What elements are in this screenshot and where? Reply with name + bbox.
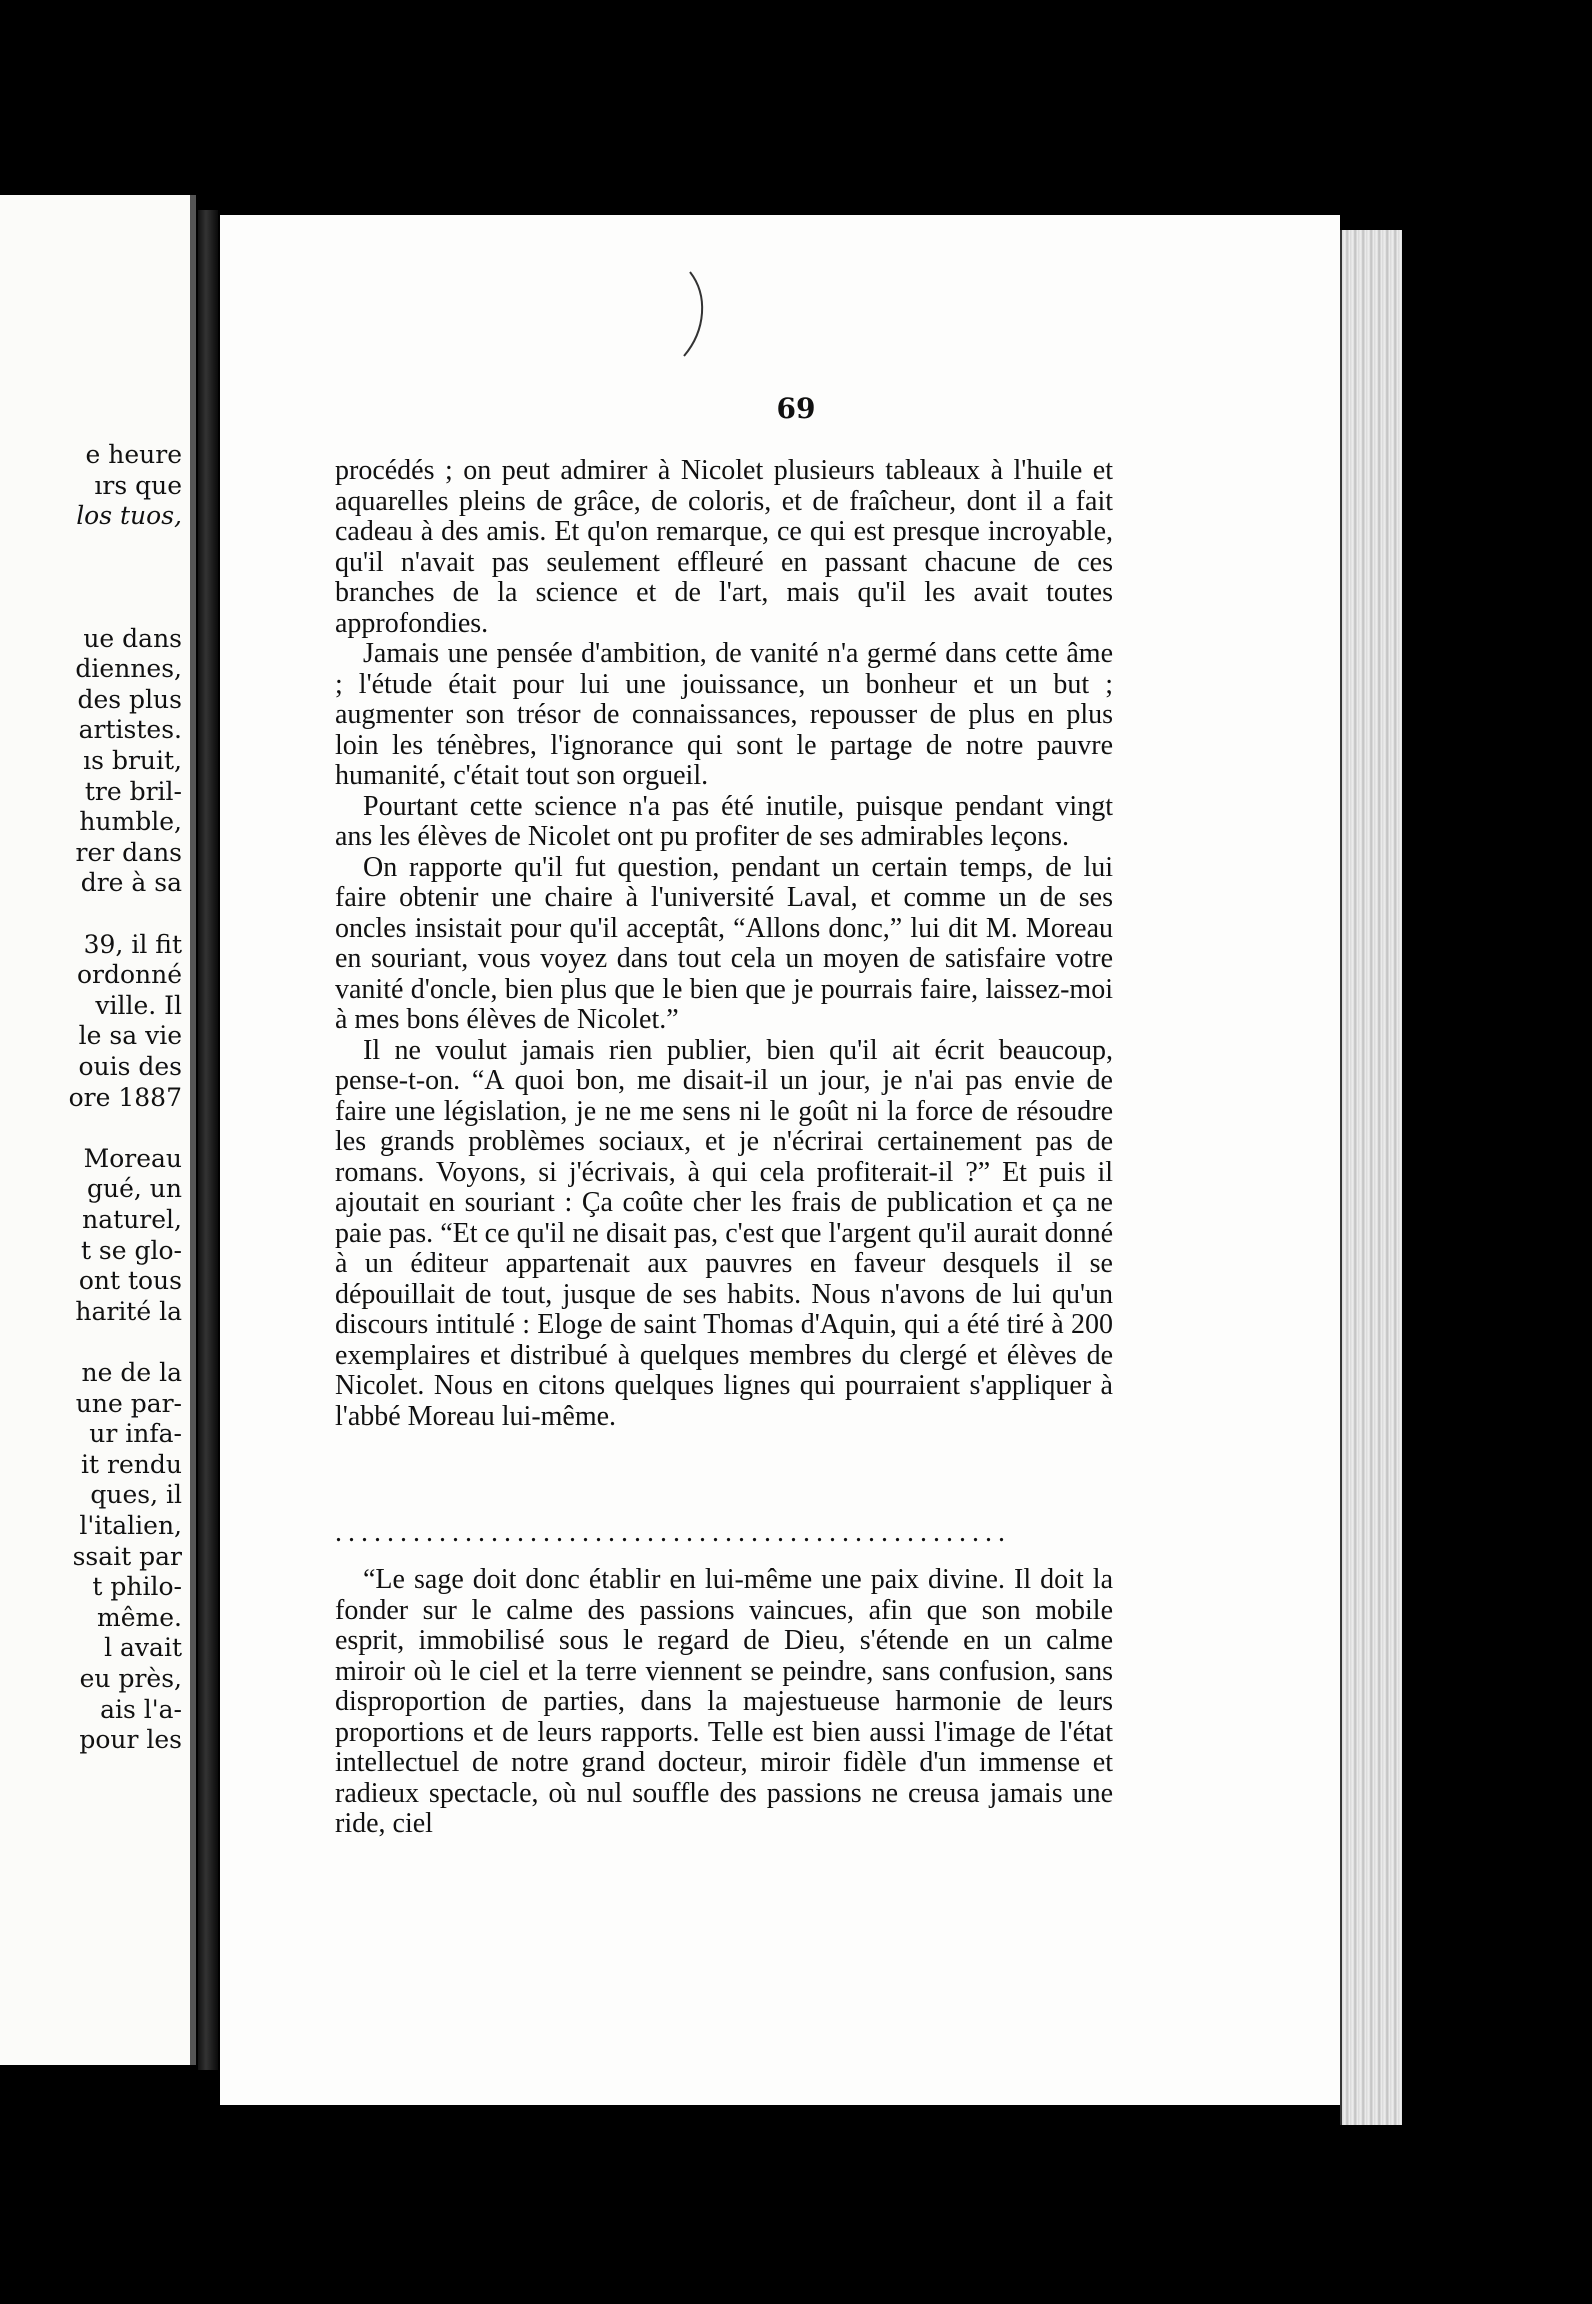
left-page-line: ques, il — [90, 1480, 182, 1510]
left-page-line: t philo- — [92, 1572, 182, 1602]
left-page-line: ssait par — [72, 1541, 182, 1571]
paragraph: procédés ; on peut admirer à Nicolet plusieurs tableaux à l'huile et aquarelles pleins de grâce, de coloris, et de fraîcheur, dont il a fait cadeau à des amis. Et qu'on remarque, ce qui est presque incroyable, qu'il n'avait pas seulement effleuré en passant chacune de ces branches de la science et de l'art, mais qu'il les avait toutes approfondies. — [335, 455, 1113, 639]
left-page-line: gué, un — [87, 1174, 182, 1204]
left-page — [0, 195, 196, 2065]
left-page-line: des plus — [77, 684, 182, 714]
paragraph: Pourtant cette science n'a pas été inutile, puisque pendant vingt ans les élèves de Nicolet ont pu profiter de ses admirables leçons. — [335, 790, 1113, 852]
ellipsis-separator: .................................................... — [335, 1518, 1011, 1548]
quotation — [335, 1565, 1113, 1840]
page-number: 69 — [776, 392, 816, 425]
page-edge — [1340, 230, 1402, 2125]
left-page-line: ordonné — [76, 960, 182, 990]
left-page-line: ont tous — [78, 1266, 182, 1296]
left-page-line: ville. Il — [95, 990, 182, 1020]
quote-paragraph: “Le sage doit donc établir en lui-même une paix divine. Il doit la fonder sur le calme des passions vaincues, afin que son mobile esprit, immobilisé sous le regard de Dieu, s'étende en un calme miroir où le ciel et la terre viennent se peindre, sans confusion, sans disproportion de parties, dans la majestueuse harmonie de leurs proportions et de leurs rapports. Telle est bien aussi l'image de l'état intellectuel de notre grand docteur, miroir fidèle d'un immense et radieux spectacle, où nul souffle des passions ne creusa jamais une ride, ciel — [335, 1564, 1113, 1839]
left-page-line: même. — [97, 1602, 182, 1632]
left-page-line: it rendu — [81, 1449, 182, 1479]
left-page-line: le sa vie — [78, 1021, 182, 1051]
left-page-line: ais l'a- — [100, 1694, 182, 1724]
left-page-line: naturel, — [82, 1205, 182, 1234]
left-page-line: humble, — [79, 807, 182, 837]
left-page-line: ouis des — [78, 1052, 182, 1081]
book-gutter — [198, 210, 218, 2070]
left-page-line: ue dans — [83, 623, 182, 653]
paragraph: On rapporte qu'il fut question, pendant un certain temps, de lui faire obtenir une chaire à l'université Laval, et comme un de ses oncles insistait pour qu'il acceptât, “Allons donc,” lui dit M. Moreau en souriant, vous voyez dans tout cela un moyen de satisfaire votre vanité d'oncle, bien plus que le bien que je pourrais faire, laissez-moi à mes bons élèves de Nicolet.” — [335, 851, 1113, 1035]
left-page-line: dre à sa — [80, 868, 182, 898]
left-page-line: une par- — [75, 1388, 182, 1418]
left-page-line: ırs que — [94, 470, 182, 500]
paragraph: Jamais une pensée d'ambition, de vanité n'a germé dans cette âme ; l'étude était pour lui une jouissance, un bonheur et un but ; augmenter son trésor de connaissances, repousser de plus en plus loin les ténèbres, l'ignorance qui sont le partage de notre pauvre humanité, c'était tout son orgueil. — [335, 638, 1113, 791]
left-page-line: los tuos, — [76, 501, 182, 531]
left-page-line: rer dans — [75, 837, 182, 867]
left-page-line: e heure — [85, 440, 182, 469]
left-page-line: 39, il fit — [83, 929, 182, 959]
paragraph: Il ne voulut jamais rien publier, bien qu'il ait écrit beaucoup, pense-t-on. “A quoi bon, me disait-il un jour, je n'ai pas envie de faire une législation, je ne me sens ni le goût ni la force de résoudre les grands problèmes sociaux, et je n'écrirai certainement pas de romans. Voyons, si j'écrivais, à qui cela profiterait-il ?” Et puis il ajoutait en souriant : Ça coûte cher les frais de publication et ça ne paie pas. “Et ce qu'il ne disait pas, c'est que l'argent qu'il aurait donné à un éditeur appartenait aux pauvres en faveur desquels il se dépouillait de tout, jusque de ses habits. Nous n'avons de lui qu'un discours intitulé : Eloge de saint Thomas d'Aquin, qui a été tiré à 200 exemplaires et distribué à quelques membres du clergé et élèves de Nicolet. Nous en citons quelques lignes qui pourraient s'appliquer à l'abbé Moreau lui-même. — [335, 1034, 1113, 1432]
left-page-line: l avait — [104, 1633, 182, 1663]
left-page-line: tre bril- — [84, 776, 182, 806]
left-page-line: pour les — [79, 1725, 182, 1755]
pencil-mark — [680, 270, 710, 360]
body-text — [335, 456, 1113, 1432]
left-page-line: ne de la — [81, 1358, 182, 1387]
left-page-line: diennes, — [75, 654, 182, 684]
left-page-line: eu près, — [79, 1664, 182, 1693]
left-page-line: ıs bruit, — [83, 746, 182, 775]
left-page-line: artistes. — [78, 715, 182, 745]
left-page-line: l'italien, — [79, 1511, 182, 1540]
left-page-line: harité la — [75, 1296, 182, 1326]
left-page-line: ur infa- — [89, 1419, 182, 1449]
left-page-line: ore 1887 — [68, 1082, 182, 1112]
left-page-line: Moreau — [83, 1143, 182, 1173]
left-page-line: t se glo- — [80, 1235, 182, 1265]
